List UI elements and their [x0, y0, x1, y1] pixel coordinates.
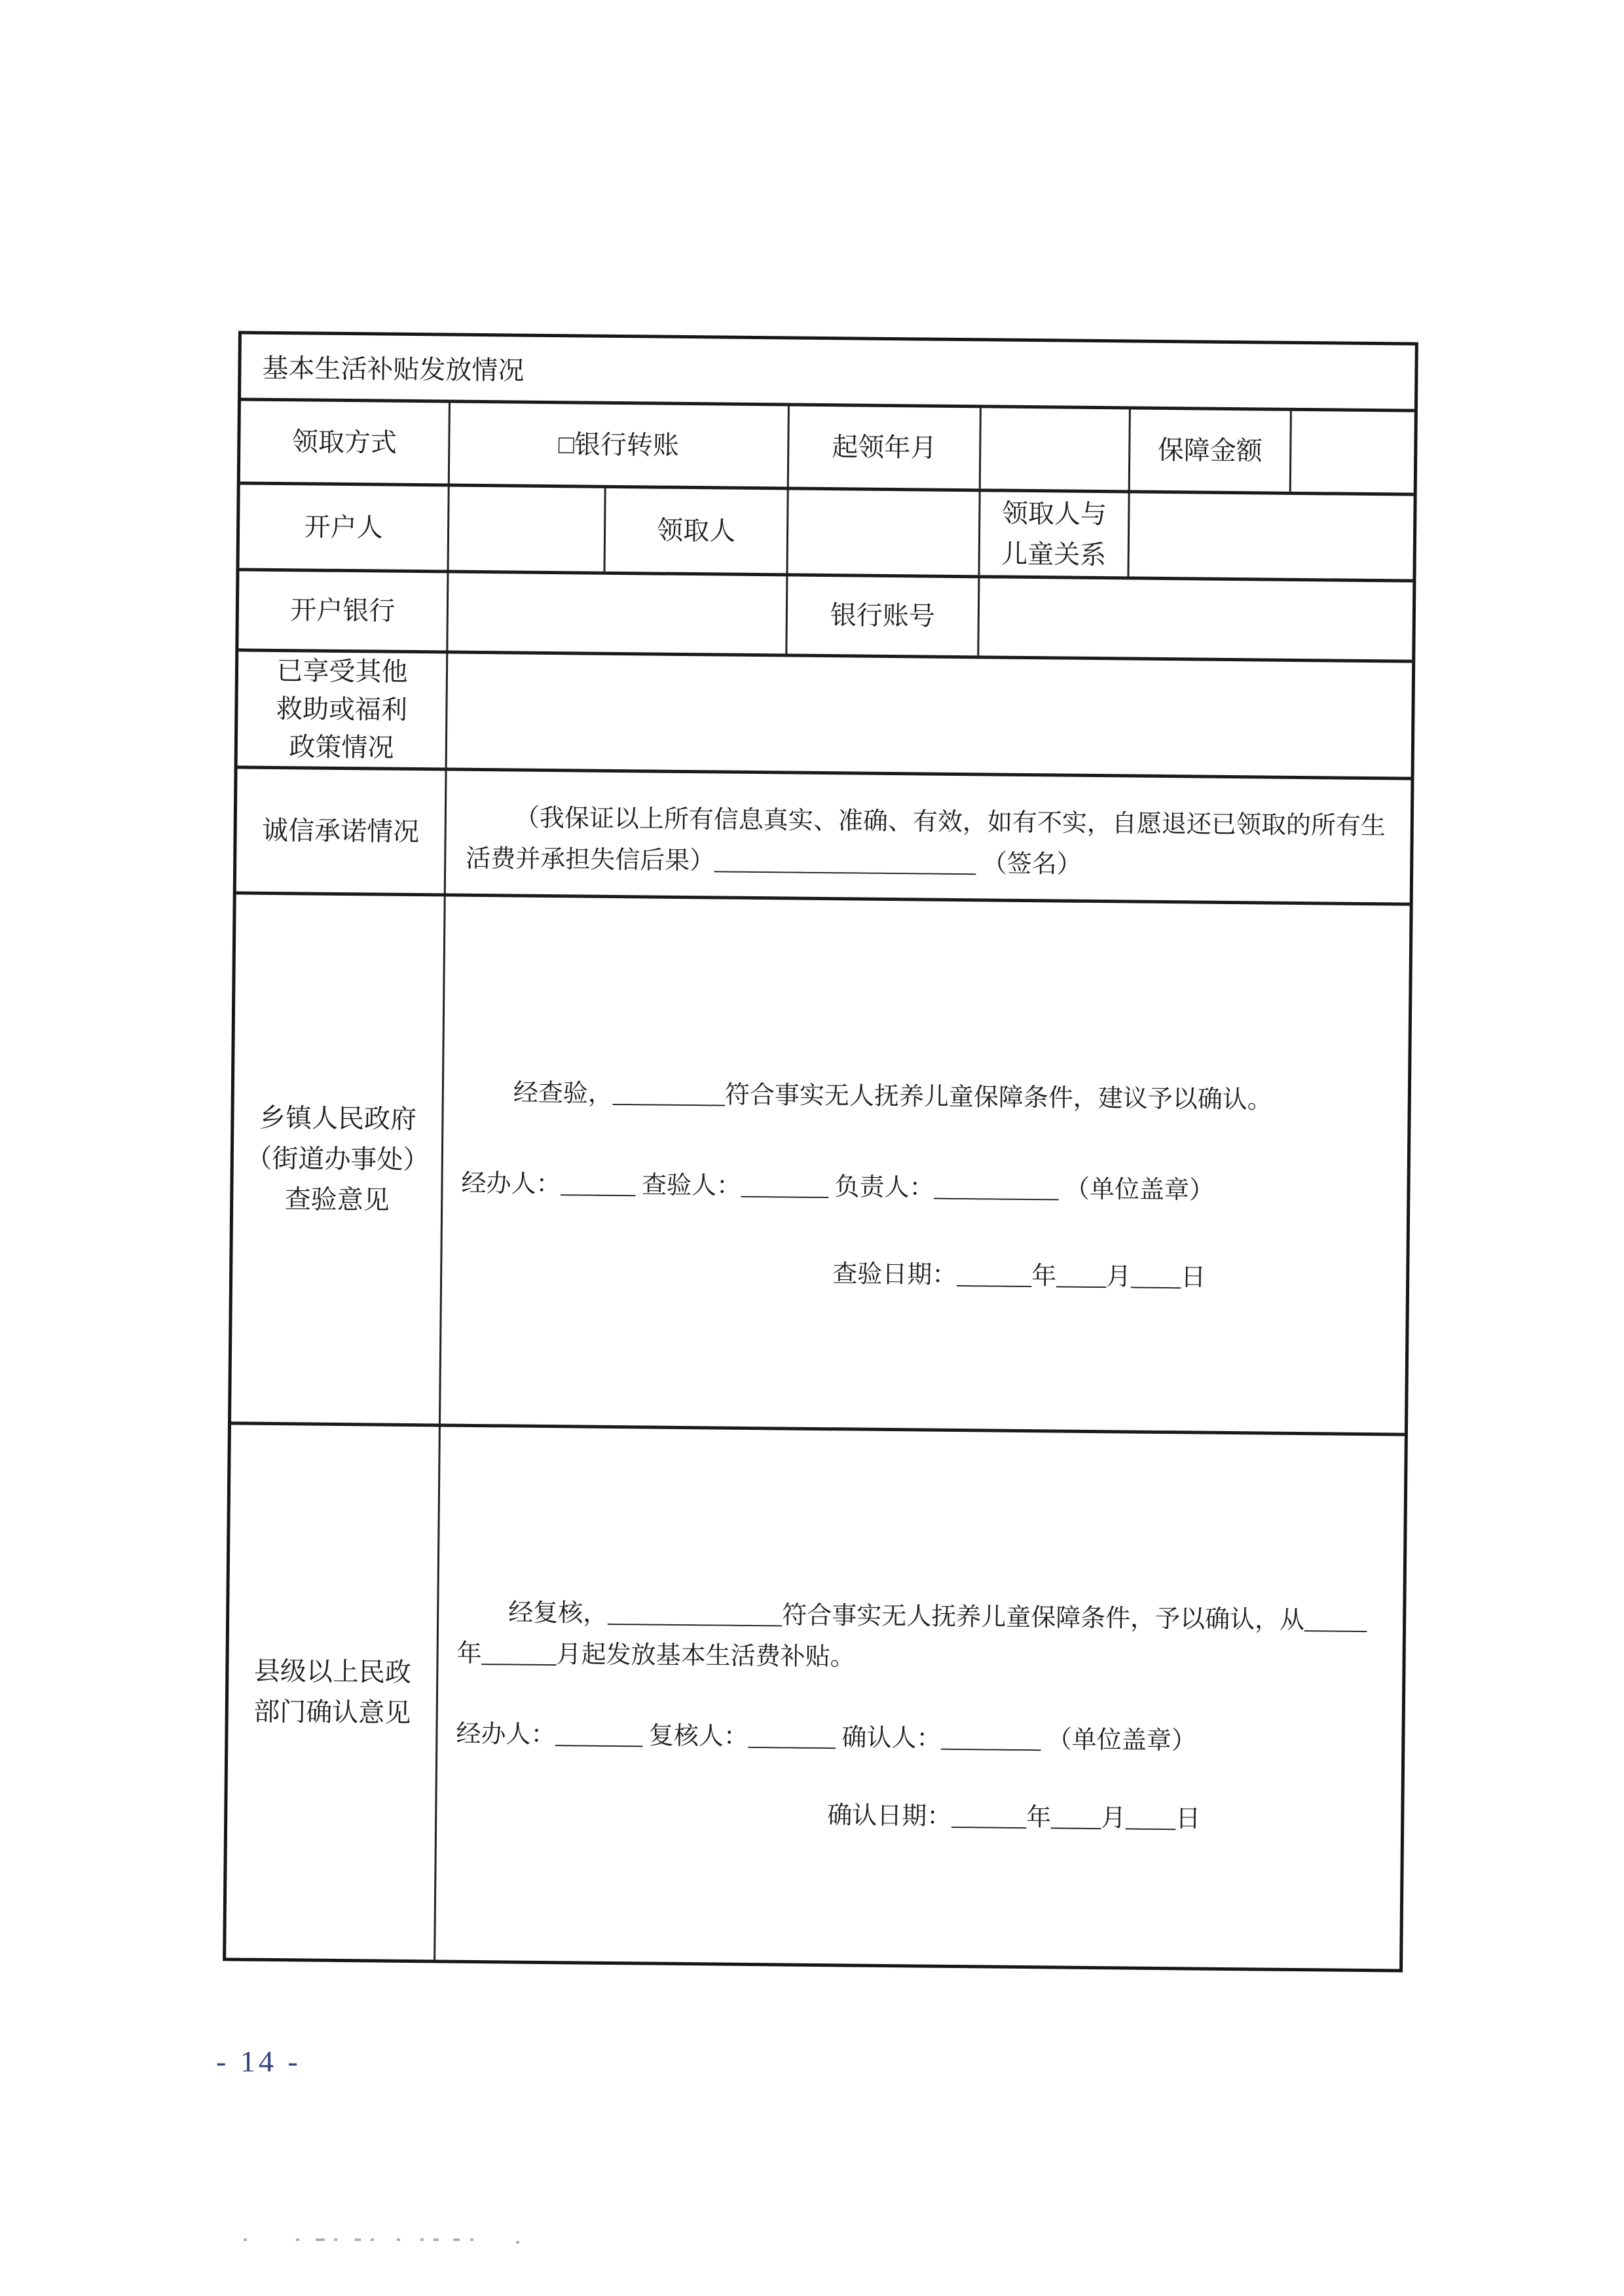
amount-value-cell [1289, 411, 1414, 493]
other-benefits-value-cell [445, 653, 1412, 776]
scan-speck [244, 2238, 247, 2241]
township-label-line1: 乡镇人民政府 [259, 1102, 417, 1134]
scan-speck [371, 2238, 374, 2241]
scan-speck [516, 2241, 519, 2244]
bank-name-label: 开户银行 [290, 595, 396, 626]
county-confirm-content [434, 1427, 1405, 1969]
benefit-form-table [223, 331, 1418, 1972]
county-label-line2: 部门确认意见 [253, 1696, 411, 1728]
amount-label: 保障金额 [1128, 409, 1290, 491]
county-signers-line: 经办人：_______ 复核人：_______ 确认人：________ （单位盖章） [456, 1720, 1197, 1755]
other-benefits-label-line3: 政策情况 [289, 732, 394, 763]
account-row [240, 481, 1414, 579]
relation-label [978, 492, 1128, 576]
scan-speck [453, 2238, 460, 2241]
township-verify-statement: 经查验，_________符合事实无人抚养儿童保障条件，建议予以确认。 [513, 1079, 1273, 1114]
promise-text-line2: 活费并承担失信后果）_____________________ （签名） [466, 845, 1082, 879]
relation-label-line1: 领取人与 [1001, 498, 1107, 529]
bank-account-label: 银行账号 [785, 576, 978, 655]
start-month-value-cell [979, 408, 1129, 490]
township-review-label [231, 894, 444, 1423]
township-verify-date-line: 查验日期：______年____月____日 [832, 1260, 1206, 1292]
section-title: 基本生活补贴发放情况 [262, 353, 525, 386]
relation-value-cell [1127, 493, 1413, 579]
account-holder-label: 开户人 [304, 511, 383, 543]
bank-name-value-cell [446, 573, 786, 653]
county-confirm-date-line: 确认日期：______年____月____日 [827, 1802, 1201, 1833]
other-benefits-label [238, 651, 447, 767]
page-number: - 14 - [216, 2045, 301, 2078]
other-benefits-label-line1: 已享受其他 [276, 655, 408, 687]
relation-label-line2: 儿童关系 [1001, 539, 1107, 570]
promise-label: 诚信承诺情况 [261, 815, 420, 847]
scan-artifacts [236, 2236, 550, 2245]
township-review-content [439, 896, 1410, 1432]
bank-transfer-option: □银行转账 [448, 403, 788, 486]
payment-row [240, 397, 1414, 492]
county-review-statement-line2: 年______月起发放基本生活费补贴。 [456, 1639, 855, 1671]
scan-speck [355, 2238, 361, 2241]
county-confirm-row [226, 1421, 1405, 1969]
scan-speck [296, 2238, 299, 2241]
bank-account-value-cell [977, 578, 1412, 659]
promise-row [236, 765, 1411, 902]
section-title-row [241, 334, 1415, 409]
scan-speck [316, 2238, 325, 2241]
scan-speck [470, 2238, 473, 2241]
other-benefits-label-line2: 救助或福利 [276, 693, 408, 725]
bank-row [238, 568, 1412, 659]
scan-speck [420, 2238, 424, 2241]
county-label-line1: 县级以上民政 [253, 1656, 412, 1688]
recipient-value-cell [786, 490, 978, 575]
other-benefits-row [238, 648, 1412, 776]
county-review-statement-line1: 经复核，______________符合事实无人抚养儿童保障条件，予以确认，从_____ [508, 1599, 1367, 1635]
promise-content [444, 771, 1411, 902]
recipient-label: 领取人 [603, 488, 786, 574]
account-holder-value-cell [447, 486, 604, 571]
township-label-line3: 查验意见 [284, 1184, 390, 1215]
payment-method-label: 领取方式 [291, 426, 397, 458]
scan-speck [397, 2238, 400, 2241]
county-confirm-label [226, 1425, 439, 1959]
township-review-row [231, 891, 1410, 1432]
start-month-label: 起领年月 [787, 406, 980, 488]
township-signers-line: 经办人：______ 查验人：_______ 负责人：__________ （单位盖章） [461, 1169, 1215, 1205]
scan-speck [434, 2238, 439, 2241]
scan-speck [334, 2238, 337, 2241]
promise-text-line1: （我保证以上所有信息真实、准确、有效，如有不实，自愿退还已领取的所有生 [514, 804, 1386, 841]
township-label-line2: （街道办事处） [246, 1143, 430, 1175]
